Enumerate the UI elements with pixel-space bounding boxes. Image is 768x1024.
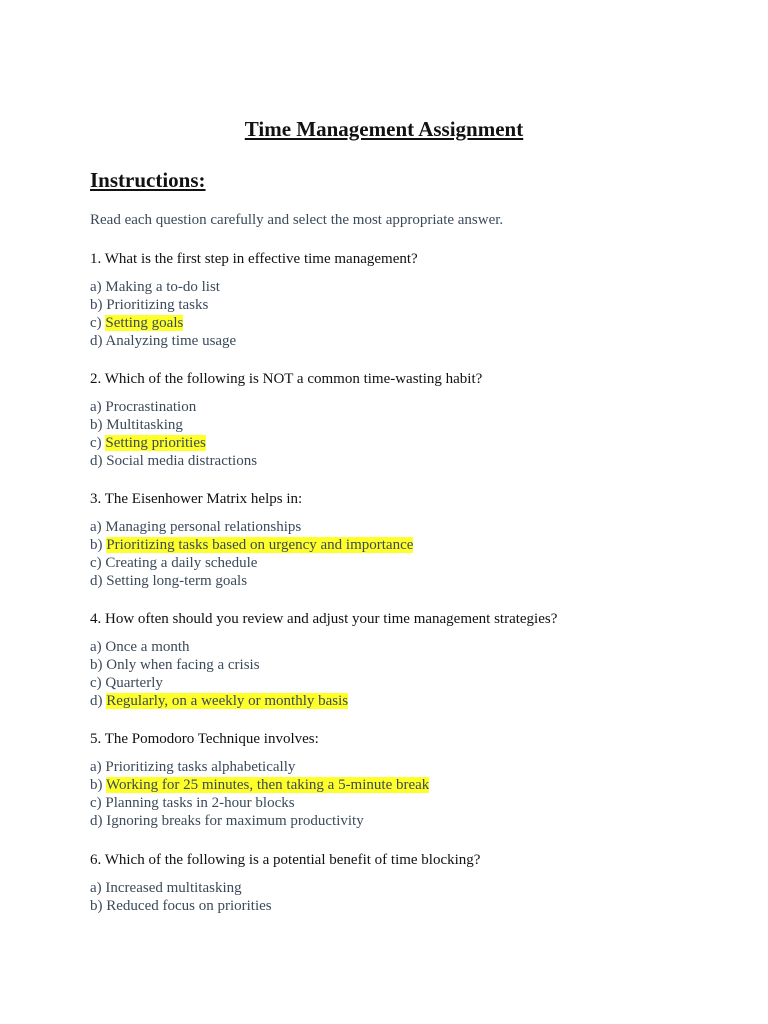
option-letter: b) — [90, 898, 107, 914]
option-letter: a) — [90, 880, 106, 896]
answer-option — [90, 434, 730, 452]
document-title: Time Management Assignment — [244, 117, 524, 141]
answer-option — [90, 452, 730, 470]
option-letter: d) — [90, 813, 107, 829]
question-2 — [90, 370, 730, 470]
answer-option — [90, 812, 730, 830]
option-text: Social media distractions — [106, 453, 258, 469]
instructions-heading: Instructions: — [90, 168, 206, 192]
option-text: Only when facing a crisis — [106, 657, 260, 673]
answer-option — [90, 879, 730, 897]
option-letter: c) — [90, 435, 106, 451]
option-letter: b) — [90, 537, 107, 553]
option-letter: d) — [90, 573, 107, 589]
answer-option — [90, 332, 730, 350]
question-text: 2. Which of the following is NOT a common time-wasting habit? — [90, 371, 483, 387]
answer-option — [90, 296, 730, 314]
question-1 — [90, 250, 730, 350]
option-text: Increased multitasking — [105, 880, 242, 896]
option-list — [90, 278, 730, 350]
option-letter: b) — [90, 657, 107, 673]
answer-option — [90, 518, 730, 536]
answer-option — [90, 638, 730, 656]
answer-option — [90, 758, 730, 776]
option-text: Planning tasks in 2-hour blocks — [105, 795, 295, 811]
highlighted-answer-text: Setting goals — [105, 315, 184, 331]
option-letter: b) — [90, 297, 107, 313]
option-list — [90, 518, 730, 590]
option-text: Quarterly — [105, 675, 163, 691]
answer-option — [90, 314, 730, 332]
answer-option — [90, 416, 730, 434]
option-letter: c) — [90, 795, 106, 811]
option-letter: d) — [90, 453, 107, 469]
answer-option — [90, 554, 730, 572]
question-4 — [90, 610, 730, 710]
option-letter: b) — [90, 417, 107, 433]
question-5 — [90, 730, 730, 830]
option-letter: a) — [90, 279, 106, 295]
answer-option — [90, 674, 730, 692]
question-6 — [90, 851, 730, 915]
option-letter: a) — [90, 639, 106, 655]
option-text: Managing personal relationships — [105, 519, 302, 535]
option-list — [90, 879, 730, 915]
question-text: 6. Which of the following is a potential benefit of time blocking? — [90, 852, 481, 868]
option-text: Reduced focus on priorities — [106, 898, 272, 914]
answer-option — [90, 572, 730, 590]
option-text: Setting long-term goals — [106, 573, 248, 589]
highlighted-answer-text: Regularly, on a weekly or monthly basis — [106, 693, 349, 709]
option-letter: b) — [90, 777, 106, 793]
option-letter: c) — [90, 675, 106, 691]
answer-option — [90, 794, 730, 812]
instructions-text: Read each question carefully and select the most appropriate answer. — [90, 212, 504, 228]
option-letter: a) — [90, 399, 106, 415]
option-letter: a) — [90, 759, 106, 775]
option-letter: c) — [90, 315, 106, 331]
option-list — [90, 398, 730, 470]
option-text: Creating a daily schedule — [105, 555, 258, 571]
question-text: 1. What is the first step in effective time management? — [90, 251, 418, 267]
option-text: Prioritizing tasks alphabetically — [105, 759, 296, 775]
question-text: 5. The Pomodoro Technique involves: — [90, 731, 319, 747]
answer-option — [90, 536, 730, 554]
option-letter: d) — [90, 693, 107, 709]
option-list — [90, 758, 730, 830]
highlighted-answer-text: Working for 25 minutes, then taking a 5-minute break — [105, 777, 430, 793]
answer-option — [90, 656, 730, 674]
option-text: Making a to-do list — [105, 279, 220, 295]
question-text: 4. How often should you review and adjust your time management strategies? — [90, 611, 558, 627]
option-letter: a) — [90, 519, 106, 535]
option-text: Multitasking — [106, 417, 183, 433]
option-list — [90, 638, 730, 710]
option-text: Procrastination — [105, 399, 197, 415]
question-3 — [90, 490, 730, 590]
answer-option — [90, 278, 730, 296]
option-text: Prioritizing tasks — [106, 297, 209, 313]
answer-option — [90, 897, 730, 915]
answer-option — [90, 776, 730, 794]
option-text: Ignoring breaks for maximum productivity — [106, 813, 364, 829]
option-letter: c) — [90, 555, 106, 571]
highlighted-answer-text: Setting priorities — [105, 435, 206, 451]
option-text: Once a month — [105, 639, 190, 655]
answer-option — [90, 692, 730, 710]
option-letter: d) — [90, 333, 106, 349]
highlighted-answer-text: Prioritizing tasks based on urgency and importance — [106, 537, 414, 553]
question-text: 3. The Eisenhower Matrix helps in: — [90, 491, 303, 507]
option-text: Analyzing time usage — [105, 333, 237, 349]
answer-option — [90, 398, 730, 416]
